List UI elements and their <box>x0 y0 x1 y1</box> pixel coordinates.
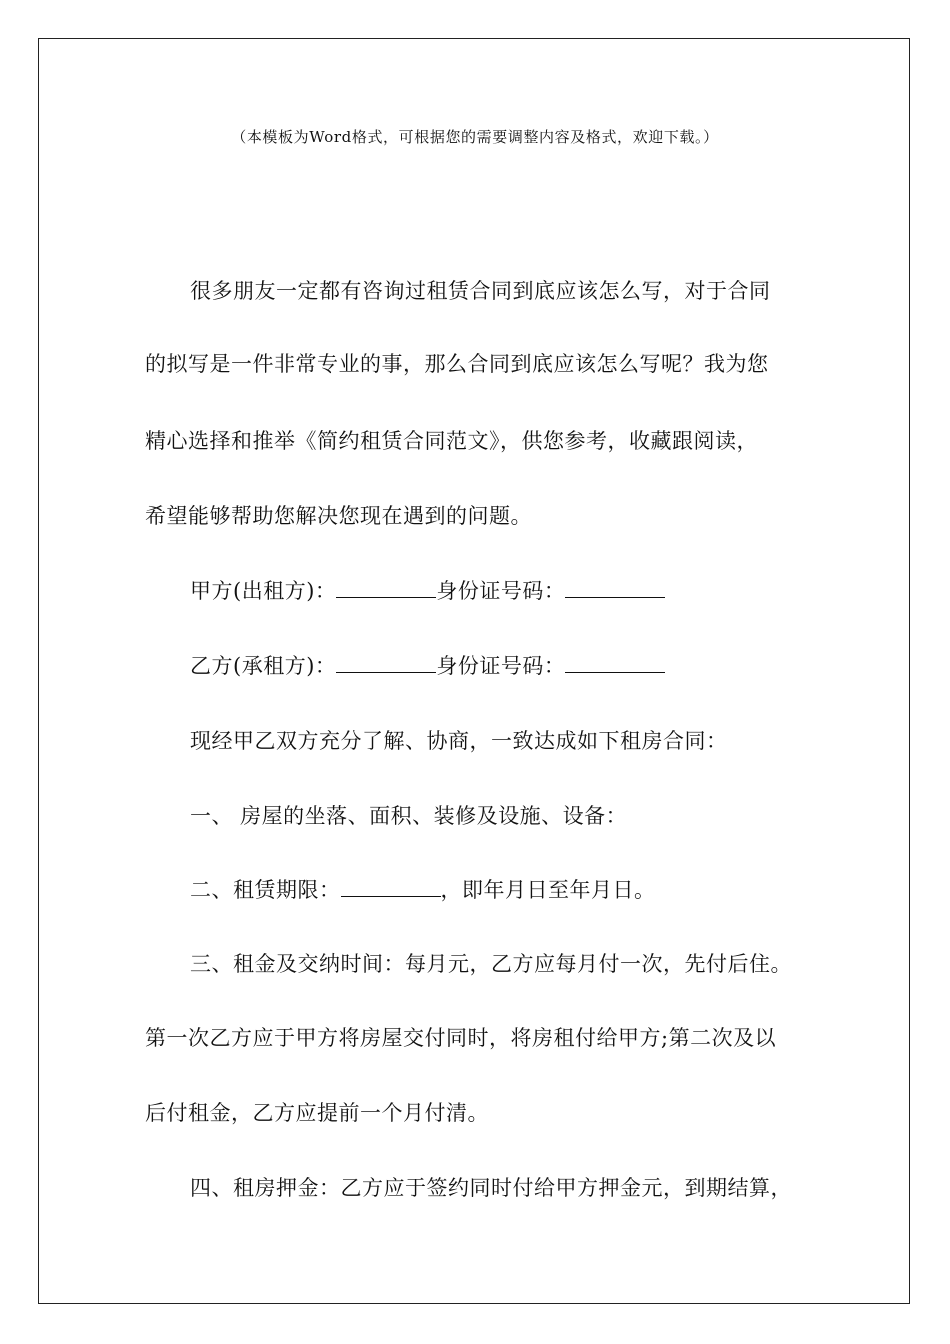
clause-1: 一、 房屋的坐落、面积、装修及设施、设备： <box>190 804 628 828</box>
clause-2 <box>190 874 656 904</box>
clause-2-label: 二、租赁期限： <box>190 878 341 902</box>
party-a-label: 甲方(出租方)： <box>190 579 337 603</box>
lease-term-blank[interactable] <box>341 878 441 897</box>
clause-3-line-1: 三、租金及交纳时间：每月元，乙方应每月付一次，先付后住。 <box>190 952 792 976</box>
party-a-name-blank[interactable] <box>336 579 436 598</box>
clause-3-line-3: 后付租金，乙方应提前一个月付清。 <box>145 1101 489 1125</box>
party-b-id-blank[interactable] <box>565 654 665 673</box>
intro-line-1: 很多朋友一定都有咨询过租赁合同到底应该怎么写，对于合同 <box>190 279 771 303</box>
template-note: （本模板为Word格式，可根据您的需要调整内容及格式，欢迎下载。） <box>231 128 719 146</box>
party-b-id-label: 身份证号码： <box>436 654 566 678</box>
intro-line-3: 精心选择和推举《简约租赁合同范文》，供您参考，收藏跟阅读， <box>145 429 758 453</box>
party-b-label: 乙方(承租方)： <box>190 654 337 678</box>
party-b-line <box>190 650 665 680</box>
party-a-id-label: 身份证号码： <box>436 579 566 603</box>
clause-2-suffix: ，即年月日至年月日。 <box>440 878 656 902</box>
agreement-line: 现经甲乙双方充分了解、协商，一致达成如下租房合同： <box>190 729 728 753</box>
clause-3-line-2: 第一次乙方应于甲方将房屋交付同时，将房租付给甲方;第二次及以 <box>145 1026 777 1050</box>
clause-4: 四、租房押金：乙方应于签约同时付给甲方押金元，到期结算， <box>190 1176 792 1200</box>
party-a-id-blank[interactable] <box>565 579 665 598</box>
intro-line-2: 的拟写是一件非常专业的事，那么合同到底应该怎么写呢？我为您 <box>145 352 769 376</box>
intro-line-4: 希望能够帮助您解决您现在遇到的问题。 <box>145 504 532 528</box>
party-a-line <box>190 575 665 605</box>
party-b-name-blank[interactable] <box>336 654 436 673</box>
